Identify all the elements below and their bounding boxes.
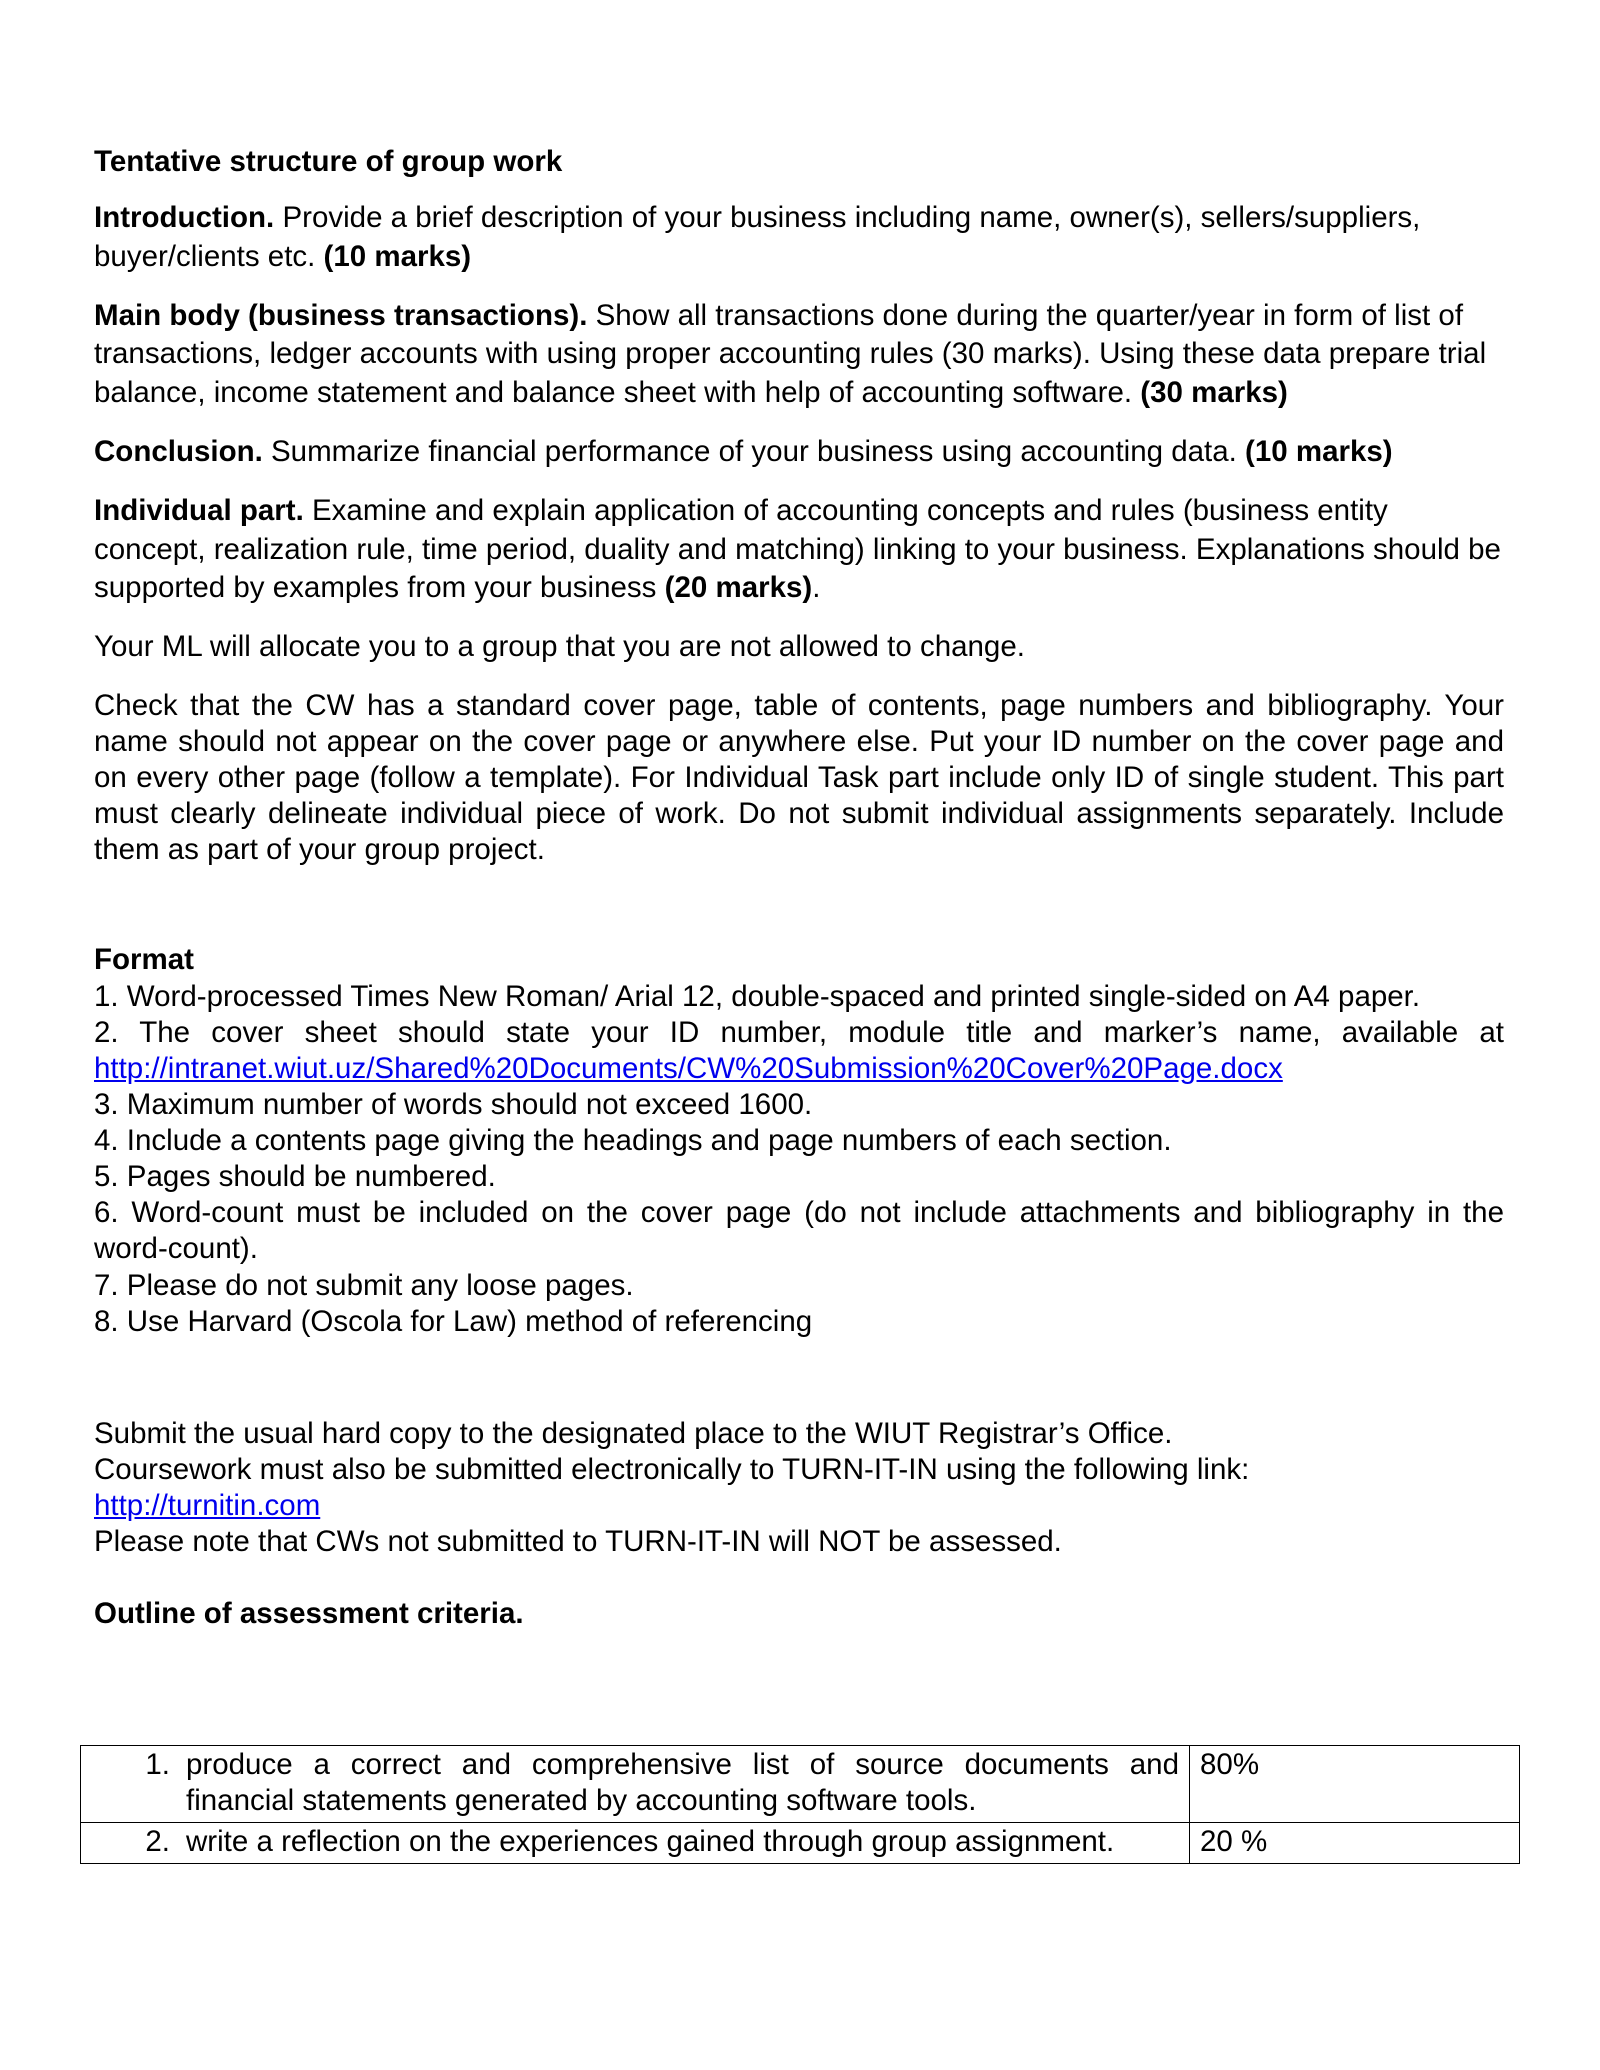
cover-page-link[interactable]: http://intranet.wiut.uz/Shared%20Documents/CW%20Submission%20Cover%20Page.docx [94,1051,1283,1085]
criteria-text: write a reflection on the experiences gained through group assignment. [186,1825,1115,1859]
introduction-text: Provide a brief description of your business including name, owner(s), sellers/suppliers, buyer/clients etc. [94,201,1421,273]
individual-part-end: . [812,571,821,605]
main-body-text: Show all transactions done during the quarter/year in form of list of transactions, ledger accounts with using proper accounting rules (30 marks). Using these data prepare trial balance, income statement and balance sheet with help of accounting software. [94,299,1487,409]
main-body-label: Main body (business transactions). [94,299,588,333]
introduction-paragraph [94,199,1504,276]
structure-heading: Tentative structure of group work [94,145,563,178]
criteria-description-cell [81,1823,1190,1864]
format-item-2-text: 2. The cover sheet should state your ID number, module title and marker’s name, available at [94,1015,1504,1049]
individual-part-label: Individual part. [94,494,304,528]
format-item-6: 6. Word-count must be included on the cover page (do not include attachments and bibliography in the word-count). [94,1196,1504,1266]
table-row [81,1823,1520,1864]
introduction-marks: (10 marks) [323,239,472,273]
format-item-2 [94,1015,1504,1087]
main-body-paragraph [94,297,1504,412]
format-item-7: 7. Please do not submit any loose pages. [94,1268,634,1302]
format-item-4: 4. Include a contents page giving the headings and page numbers of each section. [94,1124,1172,1158]
criteria-heading: Outline of assessment criteria. [94,1597,524,1631]
checklist-paragraph: Check that the CW has a standard cover page, table of contents, page numbers and bibliography. Your name should not appear on the cover page or anywhere else. Put your ID number on the cover page and on every other page (follow a template). For Individual Task part include only ID of single student. This part must clearly delineate individual piece of work. Do not submit individual assignments separately. Include them as part of your group project. [94,688,1504,867]
format-item-8: 8. Use Harvard (Oscola for Law) method of referencing [94,1304,813,1338]
format-item-3: 3. Maximum number of words should not exceed 1600. [94,1087,813,1121]
individual-part-paragraph [94,492,1504,607]
submission-line-1: Submit the usual hard copy to the designated place to the WIUT Registrar’s Office. [94,1416,1173,1450]
criteria-number: 1. [145,1748,170,1781]
individual-part-text: Examine and explain application of accounting concepts and rules (business entity concept, realization rule, time period, duality and matching) linking to your business. Explanations should be supported by examples from your business [94,494,1501,605]
group-allocation-note: Your ML will allocate you to a group that you are not allowed to change. [94,630,1025,664]
submission-line-3: Please note that CWs not submitted to TURN-IT-IN will NOT be assessed. [94,1525,1062,1559]
format-item-5: 5. Pages should be numbered. [94,1160,496,1194]
main-body-marks: (30 marks) [1140,375,1288,409]
submission-line-2: Coursework must also be submitted electronically to TURN-IT-IN using the following link: [94,1452,1250,1486]
criteria-weight-cell: 80% [1190,1746,1520,1823]
criteria-description-cell [81,1746,1190,1823]
submission-block [94,1416,1504,1561]
format-item-1: 1. Word-processed Times New Roman/ Arial 12, double-spaced and printed single-sided on A4 paper. [94,979,1421,1013]
conclusion-text: Summarize financial performance of your business using accounting data. [262,435,1246,469]
conclusion-label: Conclusion. [94,435,263,469]
turnitin-link[interactable]: http://turnitin.com [94,1489,321,1523]
criteria-weight-cell: 20 % [1190,1823,1520,1864]
conclusion-paragraph [94,433,1504,471]
introduction-label: Introduction. [94,201,275,235]
individual-part-marks: (20 marks) [664,571,813,605]
turnitin-link-line [94,1488,1504,1524]
format-list [94,979,1504,1340]
criteria-text: produce a correct and comprehensive list of source documents and financial statements generated by accounting software tools. [186,1748,1179,1818]
assessment-criteria-table [80,1745,1520,1864]
format-heading: Format [94,943,194,977]
criteria-number: 2. [145,1825,170,1859]
conclusion-marks: (10 marks) [1245,435,1393,469]
table-row [81,1746,1520,1823]
document-page [94,143,1504,1634]
